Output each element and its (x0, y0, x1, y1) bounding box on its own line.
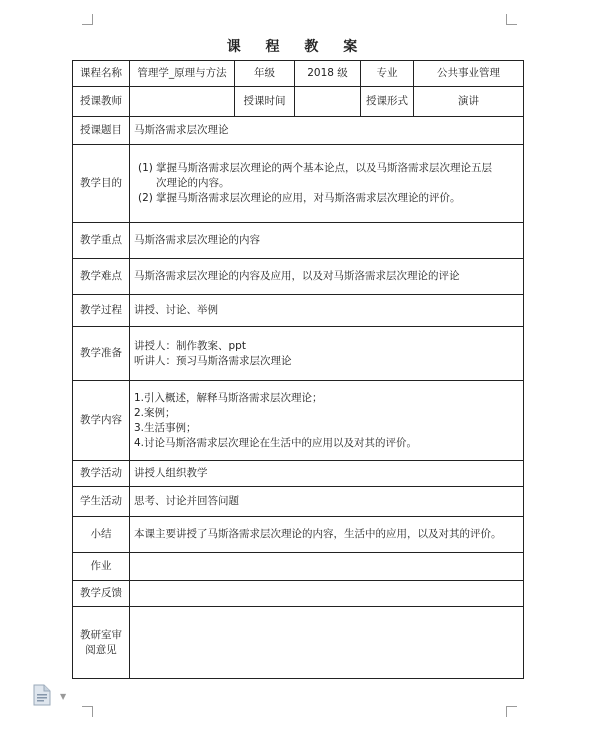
summary-value[interactable]: 本课主要讲授了马斯洛需求层次理论的内容，生活中的应用，以及对其的评价。 (130, 517, 524, 553)
goals-list (134, 161, 519, 206)
difficulties-value[interactable]: 马斯洛需求层次理论的内容及应用，以及对马斯洛需求层次理论的评论 (130, 259, 524, 295)
preparation-line: 讲授人：制作教案、ppt (134, 339, 246, 352)
content-line: 3.生活事例； (134, 421, 197, 434)
table-row (73, 87, 524, 117)
content-line: 2.案例； (134, 406, 176, 419)
content-line: 1.引入概述，解释马斯洛需求层次理论； (134, 391, 323, 404)
table-row (73, 61, 524, 87)
goal-item (134, 161, 519, 191)
table-row (73, 295, 524, 327)
document-title: 课 程 教 案 (226, 39, 368, 55)
process-label: 教学过程 (73, 295, 130, 327)
lesson-plan-table (72, 60, 524, 679)
table-row (73, 327, 524, 381)
table-row (73, 117, 524, 145)
content-line: 4.讨论马斯洛需求层次理论在生活中的应用以及对其的评价。 (134, 436, 418, 449)
feedback-value[interactable] (130, 581, 524, 607)
teacher-label: 授课教师 (73, 87, 130, 117)
activities-label: 教学活动 (73, 461, 130, 487)
review-label (73, 607, 130, 679)
course-name-label: 课程名称 (73, 61, 130, 87)
goal-text-continued: 次理论的内容。 (156, 177, 230, 189)
form-label: 授课形式 (361, 87, 414, 117)
topic-value[interactable]: 马斯洛需求层次理论 (130, 117, 524, 145)
page-corner-mark-bottom-left (82, 706, 93, 717)
time-value[interactable] (295, 87, 361, 117)
content-value[interactable] (130, 381, 524, 461)
feedback-label: 教学反馈 (73, 581, 130, 607)
activities-value[interactable]: 讲授人组织教学 (130, 461, 524, 487)
page-corner-mark-top-left (82, 14, 93, 25)
goals-value[interactable] (130, 145, 524, 223)
student-activities-value[interactable]: 思考、讨论并回答问题 (130, 487, 524, 517)
chevron-down-icon[interactable]: ▼ (60, 692, 67, 701)
preparation-label: 教学准备 (73, 327, 130, 381)
table-row (73, 223, 524, 259)
key-points-value[interactable]: 马斯洛需求层次理论的内容 (130, 223, 524, 259)
difficulties-label: 教学难点 (73, 259, 130, 295)
topic-label: 授课题目 (73, 117, 130, 145)
review-value[interactable] (130, 607, 524, 679)
goal-text: 掌握马斯洛需求层次理论的两个基本论点，以及马斯洛需求层次理论五层 (156, 162, 492, 174)
homework-label: 作业 (73, 553, 130, 581)
content-label: 教学内容 (73, 381, 130, 461)
course-name-value[interactable]: 管理学_原理与方法 (130, 61, 235, 87)
major-label: 专业 (361, 61, 414, 87)
goal-text: 掌握马斯洛需求层次理论的应用，对马斯洛需求层次理论的评价。 (156, 192, 461, 204)
table-row (73, 553, 524, 581)
goal-number: (1) (138, 162, 153, 174)
grade-value[interactable]: 2018 级 (295, 61, 361, 87)
page-corner-mark-top-right (506, 14, 517, 25)
goal-number: (2) (138, 192, 153, 204)
document-icon[interactable] (32, 684, 52, 706)
major-value[interactable]: 公共事业管理 (414, 61, 524, 87)
table-row (73, 607, 524, 679)
process-value[interactable]: 讲授、讨论、举例 (130, 295, 524, 327)
page-corner-mark-bottom-right (506, 706, 517, 717)
goals-label: 教学目的 (73, 145, 130, 223)
time-label: 授课时间 (235, 87, 295, 117)
homework-value[interactable] (130, 553, 524, 581)
table-row (73, 145, 524, 223)
grade-label: 年级 (235, 61, 295, 87)
review-label-line: 阅意见 (85, 643, 117, 656)
form-value[interactable]: 演讲 (414, 87, 524, 117)
preparation-value[interactable] (130, 327, 524, 381)
goal-item (134, 191, 519, 206)
table-row (73, 487, 524, 517)
teacher-value[interactable] (130, 87, 235, 117)
preparation-line: 听讲人：预习马斯洛需求层次理论 (134, 354, 292, 367)
summary-label: 小结 (73, 517, 130, 553)
key-points-label: 教学重点 (73, 223, 130, 259)
table-row (73, 581, 524, 607)
table-row (73, 259, 524, 295)
table-row (73, 381, 524, 461)
review-label-line: 教研室审 (80, 628, 122, 641)
table-row (73, 461, 524, 487)
student-activities-label: 学生活动 (73, 487, 130, 517)
table-row (73, 517, 524, 553)
